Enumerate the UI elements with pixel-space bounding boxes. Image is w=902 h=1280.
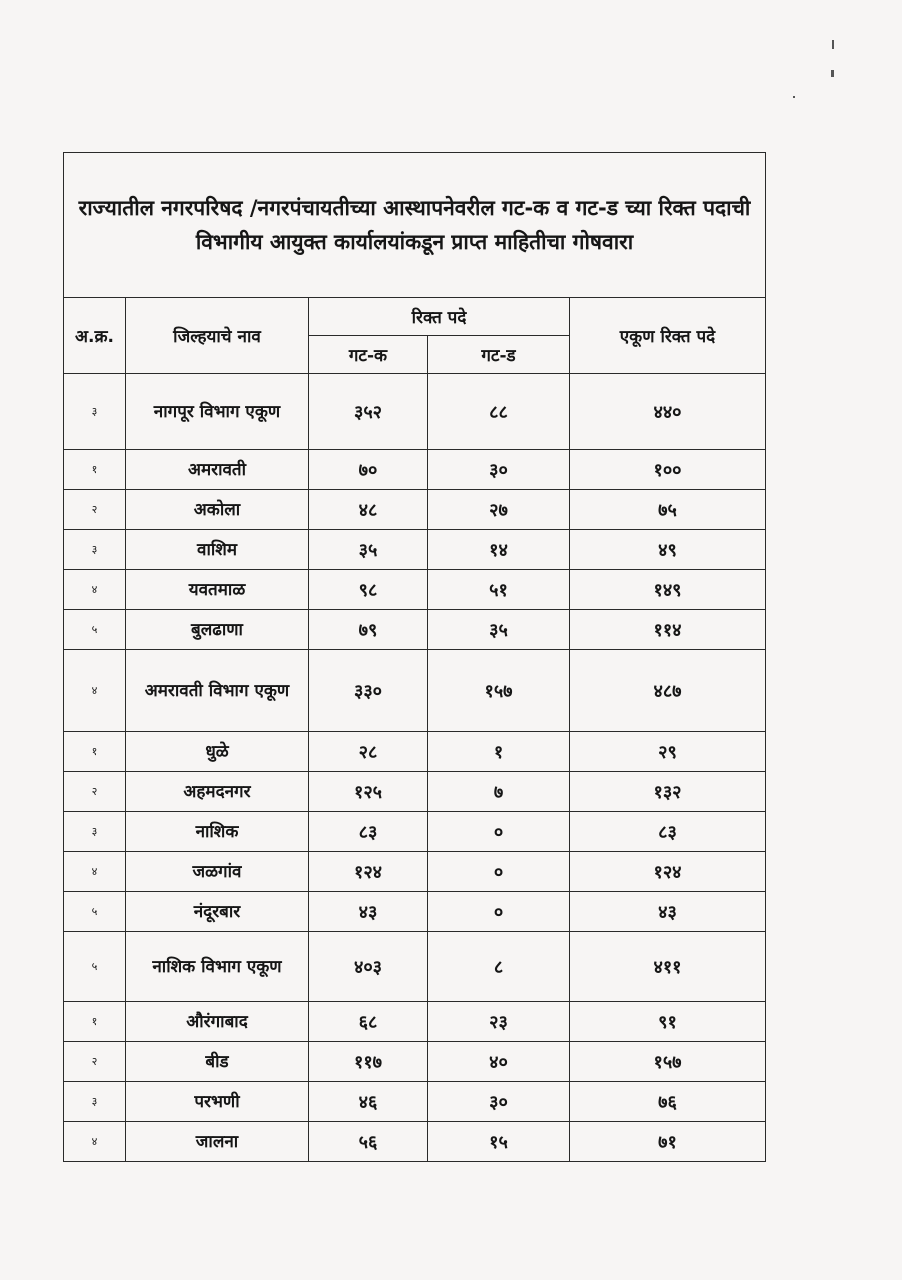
serial-cell: १ [64,1002,126,1042]
header-group-d: गट-ड [428,336,570,374]
district-cell: बुलढाणा [126,610,309,650]
total-cell: २९ [570,732,766,772]
total-cell: १५७ [570,1042,766,1082]
district-cell: अकोला [126,490,309,530]
group-d-cell: १ [428,732,570,772]
group-c-cell: ३३० [309,650,428,732]
table-row [64,610,766,650]
table-row [64,932,766,1002]
district-cell: नंदूरबार [126,892,309,932]
table-row [64,852,766,892]
scan-speck [832,40,834,49]
scan-speck [831,70,834,77]
serial-cell: २ [64,1042,126,1082]
table-row [64,450,766,490]
table-row [64,1002,766,1042]
district-cell: अहमदनगर [126,772,309,812]
group-c-cell: ४८ [309,490,428,530]
serial-cell: ३ [64,374,126,450]
district-cell: जालना [126,1122,309,1162]
serial-cell: ५ [64,892,126,932]
district-cell: अमरावती [126,450,309,490]
group-c-cell: ९८ [309,570,428,610]
total-cell: १३२ [570,772,766,812]
group-c-cell: ३५२ [309,374,428,450]
serial-cell: ५ [64,932,126,1002]
group-c-cell: ५६ [309,1122,428,1162]
total-cell: ७१ [570,1122,766,1162]
group-d-cell: ४० [428,1042,570,1082]
group-c-cell: १२५ [309,772,428,812]
serial-cell: २ [64,490,126,530]
district-cell: परभणी [126,1082,309,1122]
serial-cell: १ [64,450,126,490]
district-cell: यवतमाळ [126,570,309,610]
group-d-cell: ० [428,812,570,852]
table-row [64,1082,766,1122]
total-cell: ७६ [570,1082,766,1122]
scan-speck [793,96,795,98]
total-cell: ४११ [570,932,766,1002]
total-cell: ८३ [570,812,766,852]
group-d-cell: ३० [428,1082,570,1122]
district-cell: वाशिम [126,530,309,570]
district-cell: बीड [126,1042,309,1082]
group-c-cell: ४६ [309,1082,428,1122]
district-cell: जळगांव [126,852,309,892]
serial-cell: ४ [64,852,126,892]
header-vacant-posts: रिक्त पदे [309,298,570,336]
group-d-cell: ३० [428,450,570,490]
district-cell: औरंगाबाद [126,1002,309,1042]
table-row [64,1042,766,1082]
group-d-cell: ५१ [428,570,570,610]
serial-cell: २ [64,772,126,812]
group-d-cell: २३ [428,1002,570,1042]
group-c-cell: ७० [309,450,428,490]
group-c-cell: ३५ [309,530,428,570]
group-d-cell: १५ [428,1122,570,1162]
table-row [64,892,766,932]
group-d-cell: ७ [428,772,570,812]
serial-cell: ४ [64,650,126,732]
total-cell: १२४ [570,852,766,892]
total-cell: ४३ [570,892,766,932]
table-body [64,374,766,1162]
serial-cell: ३ [64,530,126,570]
total-cell: ४८७ [570,650,766,732]
total-cell: ११४ [570,610,766,650]
group-d-cell: ८ [428,932,570,1002]
total-cell: १०० [570,450,766,490]
table-row [64,490,766,530]
vacancy-summary-table [63,152,766,1162]
group-c-cell: ८३ [309,812,428,852]
header-district: जिल्हयाचे नाव [126,298,309,374]
table-row [64,812,766,852]
group-d-cell: ३५ [428,610,570,650]
group-d-cell: १४ [428,530,570,570]
header-total: एकूण रिक्त पदे [570,298,766,374]
serial-cell: १ [64,732,126,772]
serial-cell: ३ [64,812,126,852]
group-d-cell: ० [428,852,570,892]
group-c-cell: १२४ [309,852,428,892]
group-c-cell: ६८ [309,1002,428,1042]
district-cell: धुळे [126,732,309,772]
district-cell: नाशिक विभाग एकूण [126,932,309,1002]
total-cell: ४४० [570,374,766,450]
group-d-cell: १५७ [428,650,570,732]
table-row [64,530,766,570]
header-group-c: गट-क [309,336,428,374]
district-cell: नाशिक [126,812,309,852]
total-cell: १४९ [570,570,766,610]
group-c-cell: २८ [309,732,428,772]
table-row [64,732,766,772]
serial-cell: ४ [64,570,126,610]
district-cell: अमरावती विभाग एकूण [126,650,309,732]
district-cell: नागपूर विभाग एकूण [126,374,309,450]
table-row [64,650,766,732]
group-d-cell: ० [428,892,570,932]
header-serial: अ.क्र. [64,298,126,374]
group-c-cell: ४०३ [309,932,428,1002]
group-c-cell: ४३ [309,892,428,932]
serial-cell: ५ [64,610,126,650]
total-cell: ४९ [570,530,766,570]
group-d-cell: २७ [428,490,570,530]
serial-cell: ३ [64,1082,126,1122]
serial-cell: ४ [64,1122,126,1162]
total-cell: ९१ [570,1002,766,1042]
table-row [64,570,766,610]
group-c-cell: ७९ [309,610,428,650]
total-cell: ७५ [570,490,766,530]
table-row [64,1122,766,1162]
group-d-cell: ८८ [428,374,570,450]
table-row [64,374,766,450]
table-row [64,772,766,812]
table-title: राज्यातील नगरपरिषद /नगरपंचायतीच्या आस्थापनेवरील गट-क व गट-ड च्या रिक्त पदाची विभागीय आयुक्त कार्यालयांकडून प्राप्त माहितीचा गोषवारा [64,153,766,298]
group-c-cell: ११७ [309,1042,428,1082]
